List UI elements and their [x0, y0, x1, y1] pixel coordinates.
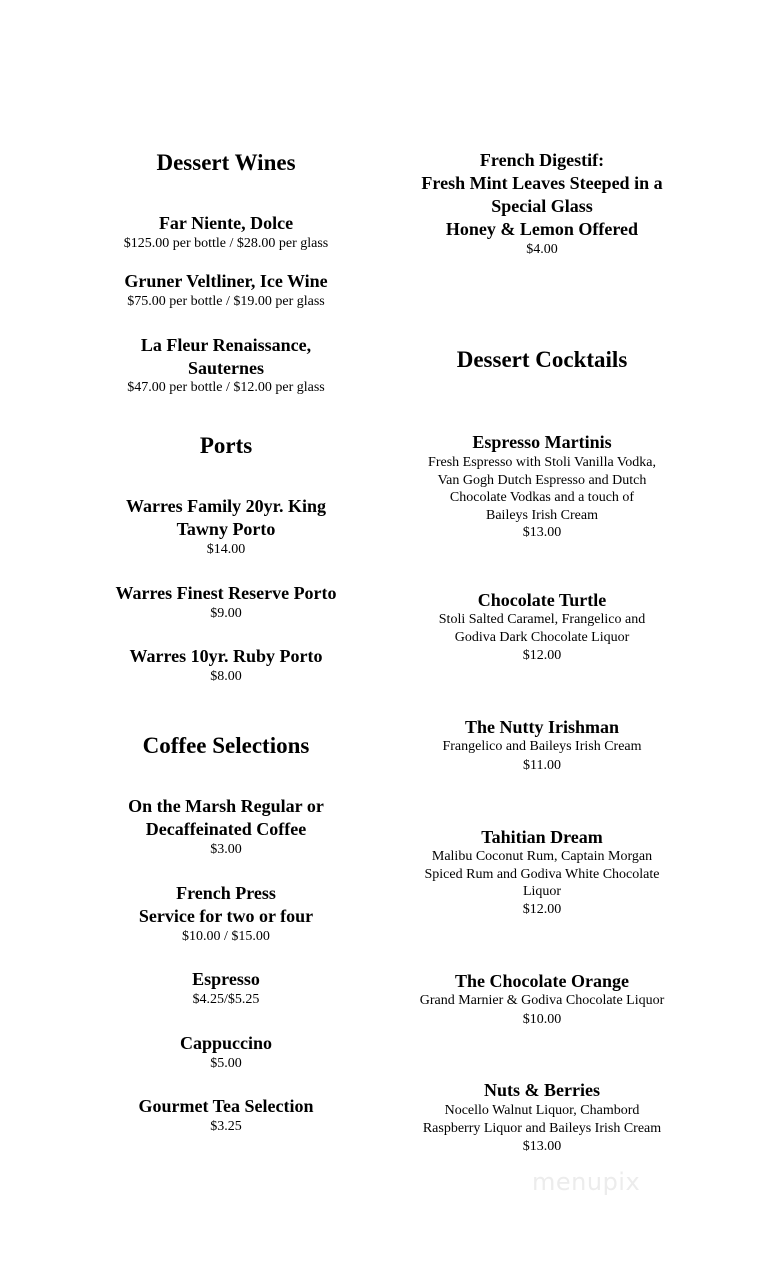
- far-niente-name: Far Niente, Dolce: [158, 213, 294, 233]
- nuts-berries-name: Nuts & Berries: [484, 1080, 600, 1100]
- warres-finest-name: Warres Finest Reserve Porto: [115, 583, 337, 603]
- espresso-martinis-desc-line1: Fresh Espresso with Stoli Vanilla Vodka,: [428, 455, 656, 470]
- warres-10-price: $8.00: [210, 669, 242, 684]
- tea-price: $3.25: [210, 1119, 242, 1134]
- french-digestif-line3: Special Glass: [491, 196, 593, 216]
- warres-finest-price: $9.00: [210, 606, 242, 621]
- espresso-name: Espresso: [192, 969, 260, 989]
- french-digestif-line4: Honey & Lemon Offered: [445, 219, 639, 239]
- french-press-price: $10.00 / $15.00: [182, 929, 270, 944]
- espresso-martinis-name: Espresso Martinis: [472, 432, 612, 452]
- marsh-coffee-name-line2: Decaffeinated Coffee: [145, 819, 307, 839]
- dessert-wines-heading: Dessert Wines: [156, 150, 296, 175]
- nuts-berries-desc-line1: Nocello Walnut Liquor, Chambord: [444, 1103, 640, 1118]
- chocolate-orange-price: $10.00: [522, 1012, 562, 1027]
- tahitian-dream-desc-line3: Liquor: [522, 884, 562, 899]
- gruner-name: Gruner Veltliner, Ice Wine: [124, 271, 328, 291]
- cappuccino-name: Cappuccino: [179, 1033, 273, 1053]
- espresso-martinis-price: $13.00: [522, 525, 562, 540]
- french-digestif-price: $4.00: [526, 242, 558, 257]
- warres-10-name: Warres 10yr. Ruby Porto: [129, 646, 323, 666]
- chocolate-turtle-name: Chocolate Turtle: [477, 590, 607, 610]
- tahitian-dream-price: $12.00: [522, 902, 562, 917]
- cappuccino-price: $5.00: [210, 1056, 242, 1071]
- chocolate-turtle-desc-line1: Stoli Salted Caramel, Frangelico and: [438, 612, 646, 627]
- nuts-berries-price: $13.00: [522, 1139, 562, 1154]
- marsh-coffee-name-line1: On the Marsh Regular or: [128, 796, 324, 816]
- marsh-coffee-price: $3.00: [210, 842, 242, 857]
- menupix-watermark: menupix: [532, 1168, 641, 1196]
- gruner-price: $75.00 per bottle / $19.00 per glass: [127, 294, 325, 309]
- espresso-martinis-desc-line3: Chocolate Vodkas and a touch of: [449, 490, 635, 505]
- french-press-name-line1: French Press: [176, 883, 276, 903]
- french-press-name-line2: Service for two or four: [138, 906, 314, 926]
- espresso-martinis-desc-line2: Van Gogh Dutch Espresso and Dutch: [437, 472, 647, 488]
- coffee-selections-heading: Coffee Selections: [142, 733, 310, 758]
- tahitian-dream-desc-line1: Malibu Coconut Rum, Captain Morgan: [431, 849, 653, 864]
- warres-20-name-line1: Warres Family 20yr. King: [126, 496, 326, 516]
- warres-20-price: $14.00: [206, 542, 246, 557]
- chocolate-orange-name: The Chocolate Orange: [455, 971, 629, 991]
- tahitian-dream-name: Tahitian Dream: [481, 827, 603, 847]
- espresso-price: $4.25/$5.25: [192, 992, 260, 1007]
- dessert-cocktails-heading: Dessert Cocktails: [456, 347, 628, 372]
- far-niente-price: $125.00 per bottle / $28.00 per glass: [123, 236, 329, 251]
- tea-name: Gourmet Tea Selection: [138, 1096, 314, 1116]
- french-digestif-line2: Fresh Mint Leaves Steeped in a: [421, 173, 663, 193]
- french-digestif-line1: French Digestif:: [479, 150, 605, 170]
- ports-heading: Ports: [199, 433, 253, 458]
- chocolate-turtle-desc-line2: Godiva Dark Chocolate Liquor: [454, 629, 630, 645]
- tahitian-dream-desc-line2: Spiced Rum and Godiva White Chocolate: [424, 866, 660, 882]
- nutty-irishman-name: The Nutty Irishman: [464, 717, 620, 737]
- chocolate-turtle-price: $12.00: [522, 648, 562, 663]
- nutty-irishman-desc-line1: Frangelico and Baileys Irish Cream: [442, 739, 642, 754]
- la-fleur-price: $47.00 per bottle / $12.00 per glass: [127, 380, 325, 395]
- la-fleur-name-line2: Sauternes: [188, 358, 264, 378]
- warres-20-name-line2: Tawny Porto: [176, 519, 276, 539]
- nutty-irishman-price: $11.00: [523, 758, 561, 773]
- nuts-berries-desc-line2: Raspberry Liquor and Baileys Irish Cream: [422, 1120, 662, 1136]
- chocolate-orange-desc-line1: Grand Marnier & Godiva Chocolate Liquor: [419, 993, 665, 1008]
- la-fleur-name-line1: La Fleur Renaissance,: [140, 335, 312, 355]
- espresso-martinis-desc-line4: Baileys Irish Cream: [486, 507, 598, 523]
